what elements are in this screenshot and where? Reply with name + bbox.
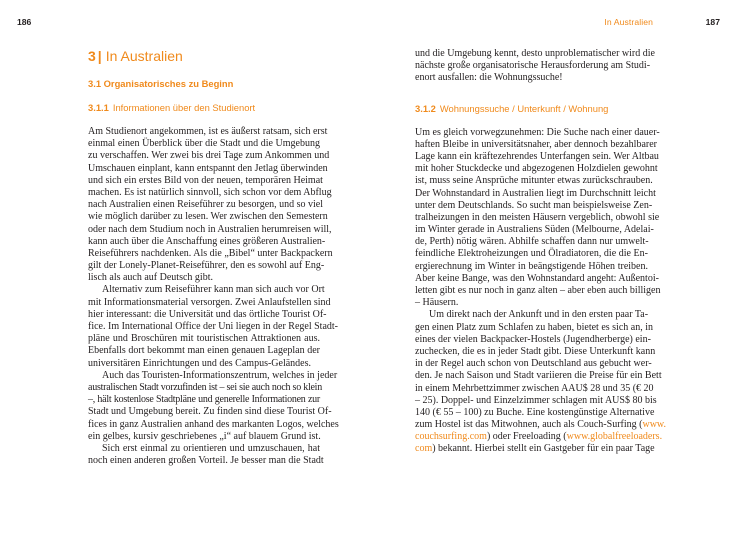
text-line: Alternativ zum Reiseführer kann man sich auch vor Ort (102, 284, 325, 296)
running-head: In Australien (604, 17, 653, 27)
text-line: Lage kann ein kräftezehrendes Unterfangen sein. Wer Altbau (415, 150, 659, 162)
text-line: noch einen anderen großen Vorteil. Je besser man die Stadt (88, 455, 324, 467)
left-column (88, 48, 339, 467)
text-line: ein gelbes, kursiv geschriebenes „i“ auf blauem Grund ist. (88, 430, 321, 442)
text-line: Am Studienort angekommen, ist es äußerst ratsam, sich erst (88, 126, 328, 137)
text-line: machen. Es ist natürlich sinnvoll, sich schon vor dem Abflug (88, 186, 332, 198)
text-line: in der Regel auch schon von Deutschland aus gebucht wer- (415, 358, 652, 370)
body-text-continued (415, 48, 655, 85)
section-heading: 3.1 Organisatorisches zu Beginn (88, 78, 234, 89)
text-line: Ebenfalls dort bekommt man einen genauen Lageplan der (88, 345, 320, 357)
text-line: hier interessant: die Universität und das örtliche Tourist Of- (88, 308, 327, 320)
text-line: pläne und Broschüren mit touristischen Attraktionen aus. (88, 333, 320, 345)
subsection-number: 3.1.2 (415, 102, 436, 114)
text-line: Umschauen einplant, kann entspannt den Jetlag überwinden (88, 162, 328, 174)
text-line: zuchecken, die es in jeder Stadt gibt. Diese Unterkunft kann (415, 345, 656, 357)
chapter-heading (88, 48, 320, 64)
text-line: ergierechnung im Winter in beängstigende Höhen treiben. (415, 260, 648, 272)
text-line: mit Informationsmaterial versorgen. Zwei Anlaufstellen sind (88, 296, 331, 308)
text-line: Sich erst einmal zu orientieren und umzuschauen, hat (102, 442, 320, 454)
text-line: Auch das Touristen-Informationszentrum, welches in jeder (102, 369, 338, 381)
chapter-number: 3 (88, 48, 96, 64)
body-text (415, 126, 666, 456)
text-line: enort ausfallen: die Wohnungssuche! (415, 72, 563, 84)
text-line: haften Bleibe in universitätsnaher, aber dennoch bezahlbarer (415, 138, 657, 150)
text-line: oder nach dem Studium noch in Australien herumreisen will, (88, 223, 332, 235)
chapter-divider: | (97, 48, 102, 64)
text-line: feindliche Elektroheizungen und Ölradiatoren, die die En- (415, 248, 648, 260)
text-line: einmal einen Überblick über die Stadt und die Umgebung (88, 138, 320, 150)
text-line: lisch als auch auf Deutsch gibt. (88, 272, 213, 284)
text-line: wie möglich darüber zu lesen. Wer zwischen den Semestern (88, 211, 328, 223)
text-line: und die Umgebung kennt, desto unproblematischer wird die (415, 48, 655, 59)
text-line: Stadt und Umgebung bereit. Zu finden sind diese Tourist Of- (88, 406, 332, 418)
text-line: letten gibt es nur noch in ganz alten – aber eben auch billigen (415, 285, 661, 296)
text-line: den. Je nach Saison und Stadt variieren die Preise für ein Bett (415, 370, 662, 382)
text-line: com) bekannt. Hierbei stellt ein Gastgeber für ein paar Tage (415, 443, 655, 455)
text-line: Aber keine Bange, was den Wohnstandard angeht: Außentoi- (415, 272, 659, 284)
text-line: Um es gleich vorwegzunehmen: Die Suche nach einer dauer- (415, 126, 660, 138)
subsection-heading (88, 102, 320, 114)
text-line: – 25). Doppel- und Einzelzimmer schlagen mit AUS$ 80 bis (415, 394, 657, 406)
text-line: mit hoher Stuckdecke und abgezogenen Holzdielen gewohnt (415, 163, 658, 175)
text-line: fice. Im International Office der Uni liegen in der Regel Stadt- (88, 321, 338, 332)
subsection-title: Informationen über den Studienort (112, 102, 256, 113)
text-line: nach Australien einen Reiseführer zu besorgen, und so viel (88, 199, 324, 211)
text-line: 140 (€ 55 – 100) zu Buche. Eine kostengünstige Alternative (415, 406, 655, 418)
text-line: gen einen Platz zum Schlafen zu haben, bietet es sich an, in (415, 321, 653, 333)
right-column (415, 48, 666, 456)
subsection-heading (415, 103, 648, 115)
text-line: Der Wohnstandard in Australien liegt im Durchschnitt leicht (415, 187, 656, 199)
text-line: nächste große organisatorische Herausforderung am Studi- (415, 60, 651, 72)
subsection-title: Wohnungssuche / Unterkunft / Wohnung (439, 102, 609, 114)
subsection-number: 3.1.1 (88, 102, 109, 113)
body-text (88, 126, 339, 467)
text-line: zum Hostel ist das Mitwohnen, auch als Couch-Surfing (www. (415, 419, 666, 431)
text-line: im Winter gerade in Australiens Süden (Melbourne, Adelai- (415, 224, 654, 236)
text-line: zu verschaffen. Wer zwei bis drei Tage zum Ankommen und (88, 150, 330, 162)
text-line: gilt der Lonely-Planet-Reiseführer, den es sowohl auf Eng- (88, 260, 325, 272)
text-line: in einem Mehrbettzimmer zwischen AAU$ 28 und 35 (€ 20 (415, 382, 654, 394)
text-line: und sich ein erstes Bild von der neuen, temporären Heimat (88, 174, 323, 186)
text-line: de, Perth) nötig wären. Abhilfe schaffen dann nur umwelt- (415, 236, 649, 248)
text-line: Reiseführers nachdenken. Als die „Bibel“ unter Backpackern (88, 247, 333, 259)
text-line: tralheizungen in den meisten Häusern vergeblich, obwohl sie (415, 211, 660, 223)
text-line: unter dem Deutschlands. So sucht man beispielsweise Zen- (415, 199, 653, 211)
page-number-right: 187 (705, 17, 720, 27)
text-line: fices in ganz Australien anhand des markanten Logos, welches (88, 418, 339, 430)
chapter-title: In Australien (105, 48, 183, 64)
text-line: australischen Stadt vorzufinden ist – sei sie auch noch so klein (88, 381, 322, 393)
text-line: kann auch über die Anschaffung eines größeren Australien- (88, 235, 326, 247)
text-line: – Häusern. (415, 297, 459, 309)
text-line: couchsurfing.com) oder Freeloading (www.globalfreeloaders. (415, 431, 663, 443)
text-line: universitären Einrichtungen und des Campus-Geländes. (88, 357, 311, 369)
page-number-left: 186 (17, 17, 32, 27)
text-line: ist, muss seine Ansprüche mitunter etwas zurückschrauben. (415, 175, 653, 187)
text-line: eines der vielen Backpacker-Hostels (Jugendherberge) ein- (415, 333, 651, 345)
text-line: Um direkt nach der Ankunft und in den ersten paar Ta- (429, 309, 649, 321)
text-line: –, hält kostenlose Stadtpläne und generelle Informationen zur (88, 394, 320, 406)
